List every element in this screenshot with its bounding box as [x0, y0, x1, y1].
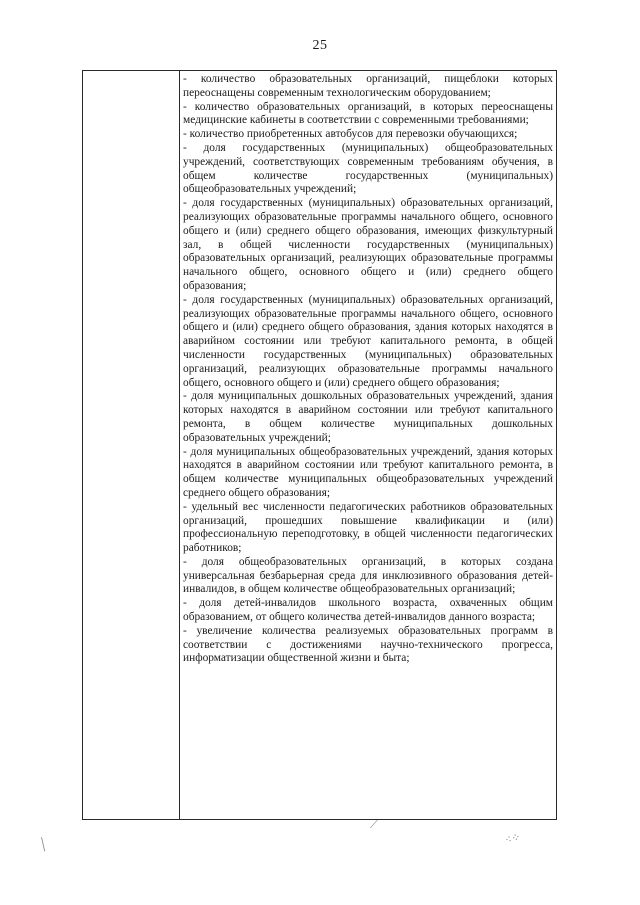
indicator-list — [183, 73, 553, 666]
indicator-item: - доля государственных (муниципальных) образовательных организаций, реализующих образовательные программы начального общего, основного общего и (или) среднего общего образования, здания которых находятся в аварийном состоянии или требуют капитального ремонта, в общей численности государственных (муниципальных) образовательных организаций, реализующих образовательные программы начального общего, основного общего и (или) среднего общего образования; — [183, 293, 553, 389]
indicator-item: - количество приобретенных автобусов для перевозки обучающихся; — [183, 128, 518, 141]
indicator-item: - удельный вес численности педагогических работников образовательных организаций, прошедших повышение квалификации и (или) профессиональную переподготовку, в общей численности педагогических работников; — [183, 500, 553, 555]
indicator-item: - доля общеобразовательных организаций, в которых создана универсальная безбарьерная среда для инклюзивного образования детей-инвалидов, в общем количестве общеобразовательных организаций; — [183, 555, 553, 596]
scan-artifact: ╱ — [36, 837, 51, 852]
indicator-item: - количество образовательных организаций, пищеблоки которых переоснащены современным технологическим оборудованием; — [183, 73, 553, 99]
indicator-item: - увеличение количества реализуемых образовательных программ в соответствии с достижениями научно-технического прогресса, информатизации общественной жизни и быта; — [183, 624, 553, 665]
indicator-item: - доля муниципальных дошкольных образовательных учреждений, здания которых находятся в аварийном состоянии или требуют капитального ремонта, в общем количестве муниципальных дошкольных образовательных учреждений; — [183, 390, 553, 444]
scan-artifact: ⟋ — [370, 818, 378, 831]
indicator-item: - количество образовательных организаций, в которых переоснащены медицинские кабинеты в соответствии с современными требованиями; — [183, 100, 553, 127]
column-divider — [179, 71, 180, 819]
scan-artifact: ⁖⁘ — [503, 830, 523, 847]
indicator-item: - доля муниципальных общеобразовательных учреждений, здания которых находятся в аварийном состоянии или требуют капитального ремонта, в общем количестве муниципальных общеобразовательных учреждений среднего общего образования; — [183, 445, 553, 499]
indicator-item: - доля государственных (муниципальных) образовательных организаций, реализующих образовательные программы начального общего, основного общего и (или) среднего общего образования, имеющих физкультурный зал, в общей численности государственных (муниципальных) образовательных организаций, реализующих образовательные программы начального общего, основного общего и (или) среднего общего образования; — [183, 197, 553, 292]
page-number: 25 — [312, 38, 328, 53]
indicator-table — [82, 70, 557, 820]
indicator-item: - доля государственных (муниципальных) общеобразовательных учреждений, соответствующих современным требованиям обучения, в общем количестве государственных (муниципальных) общеобразовательных учреждений; — [183, 141, 553, 196]
indicator-item: - доля детей-инвалидов школьного возраста, охваченных общим образованием, от общего количества детей-инвалидов данного возраста; — [183, 597, 553, 624]
